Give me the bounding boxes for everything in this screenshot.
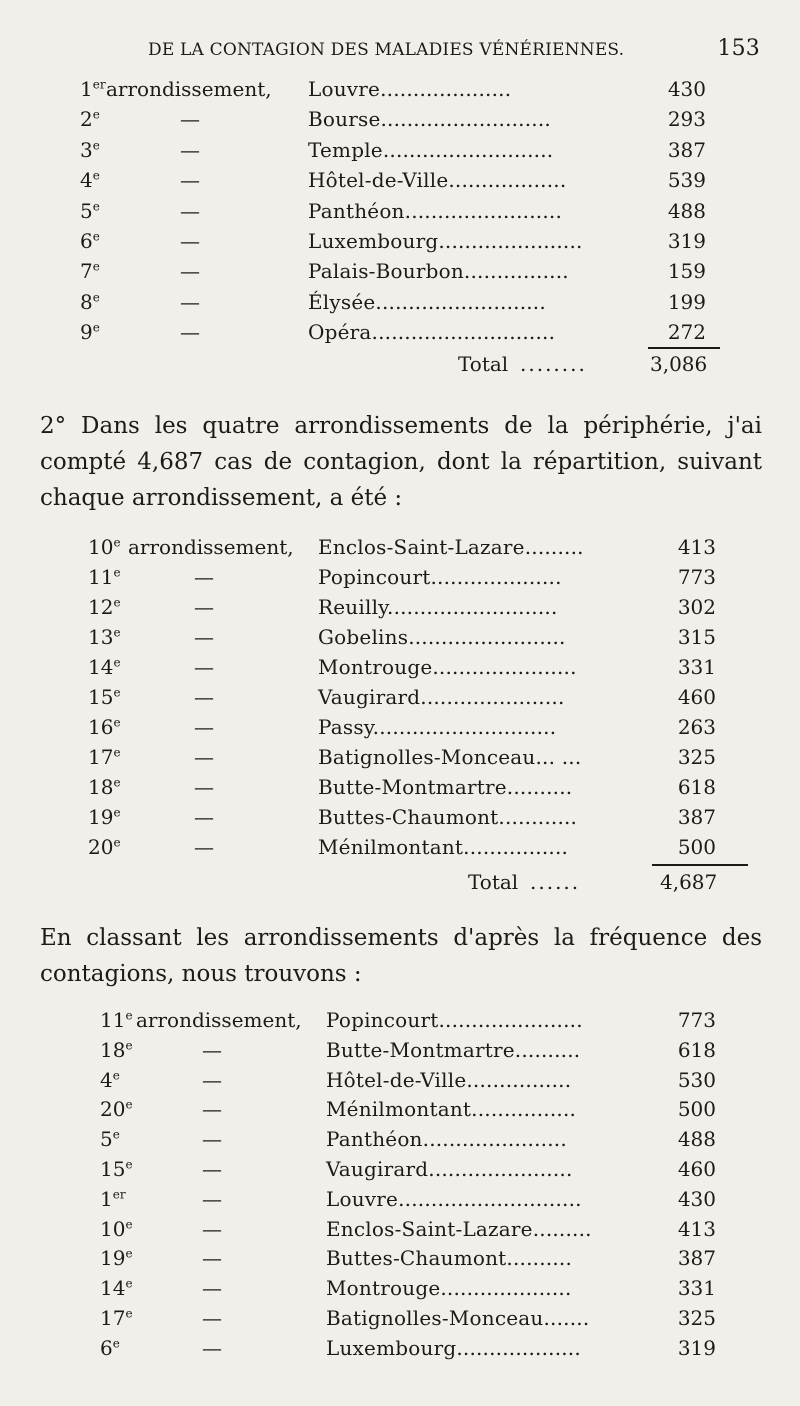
arrondissement-number: 19e <box>100 1246 133 1271</box>
ordinal-suffix: er <box>92 77 106 92</box>
ditto-dash: — <box>180 289 200 314</box>
table-row <box>0 1125 800 1155</box>
case-count: 539 <box>667 168 706 193</box>
district-name: Luxembourg................... <box>326 1335 581 1360</box>
district-name: Passy............................ <box>318 715 557 739</box>
ditto-dash: — <box>194 835 214 859</box>
case-count: 773 <box>677 1008 716 1032</box>
ditto-dash: — <box>202 1246 222 1271</box>
arrondissement-number: 3e <box>80 137 100 162</box>
district-name: Popincourt...................... <box>326 1008 583 1032</box>
ordinal-suffix: e <box>112 1067 120 1082</box>
arrondissement-number: 4e <box>100 1067 120 1092</box>
ordinal-suffix: e <box>92 198 100 213</box>
ordinal-suffix: e <box>113 565 121 580</box>
table-row <box>0 165 800 195</box>
total-dots: ...... <box>530 870 581 894</box>
district-name: Ménilmontant................ <box>326 1097 577 1122</box>
arrondissement-number: 17e <box>100 1305 133 1330</box>
district-name: Montrouge.................... <box>326 1276 572 1301</box>
arrondissement-number: 10e <box>88 535 121 559</box>
ditto-dash: — <box>194 655 214 679</box>
district-name: Batignolles-Monceau....... <box>326 1305 590 1330</box>
table-row <box>0 1036 800 1066</box>
ordinal-suffix: e <box>92 229 100 244</box>
arrondissement-number: 6e <box>80 228 100 253</box>
case-count: 413 <box>677 535 716 559</box>
district-name: Buttes-Chaumont............ <box>318 805 578 829</box>
district-name: Enclos-Saint-Lazare......... <box>318 535 584 559</box>
case-count: 315 <box>677 625 716 649</box>
ditto-dash: — <box>194 625 214 649</box>
case-count: 618 <box>677 1037 716 1062</box>
ditto-dash: — <box>202 1335 222 1360</box>
ordinal-suffix: e <box>125 1008 133 1023</box>
paragraph-ranking: En classant les arrondissements d'après la fréquence des contagions, nous trouvons : <box>40 925 762 987</box>
ditto-dash: — <box>202 1067 222 1092</box>
ordinal-suffix: e <box>113 685 121 700</box>
case-count: 319 <box>667 228 706 253</box>
ditto-dash: — <box>202 1097 222 1122</box>
case-count: 387 <box>677 805 716 829</box>
district-name: Butte-Montmartre.......... <box>318 775 573 799</box>
case-count: 293 <box>667 107 706 132</box>
ordinal-suffix: e <box>125 1038 133 1053</box>
ditto-dash: — <box>202 1305 222 1330</box>
arrondissement-number: 6e <box>100 1335 120 1360</box>
arrondissement-number: 15e <box>88 685 121 709</box>
ditto-dash: — <box>202 1156 222 1181</box>
table-row <box>0 562 800 592</box>
page-number: 153 <box>717 36 760 61</box>
case-count: 773 <box>677 565 716 589</box>
ditto-dash: — <box>180 168 200 193</box>
running-title: DE LA CONTAGION DES MALADIES VÉNÉRIENNES. <box>148 40 625 60</box>
arrondissement-number: 18e <box>100 1037 133 1062</box>
ordinal-suffix: e <box>113 715 121 730</box>
ordinal-suffix: e <box>112 1127 120 1142</box>
total-label: Total <box>468 870 519 894</box>
ordinal-suffix: e <box>113 775 121 790</box>
ditto-dash: — <box>180 320 200 345</box>
ordinal-suffix: e <box>113 835 121 850</box>
total-value: 4,687 <box>660 870 718 894</box>
table-row <box>0 287 800 317</box>
case-count: 530 <box>677 1067 716 1092</box>
ditto-dash: — <box>194 805 214 829</box>
district-name: Louvre............................ <box>326 1186 582 1211</box>
ordinal-suffix: e <box>113 655 121 670</box>
case-count: 272 <box>667 320 706 345</box>
case-count: 325 <box>677 1305 716 1330</box>
ordinal-suffix: e <box>125 1097 133 1112</box>
table-central-arrondissements <box>0 74 800 348</box>
arrondissement-label: arrondissement, <box>128 535 294 559</box>
district-name: Butte-Montmartre.......... <box>326 1037 581 1062</box>
ditto-dash: — <box>202 1216 222 1241</box>
arrondissement-number: 2e <box>80 107 100 132</box>
ordinal-suffix: e <box>92 138 100 153</box>
case-count: 302 <box>677 595 716 619</box>
arrondissement-number: 1er <box>100 1186 126 1211</box>
district-name: Élysée.......................... <box>308 289 546 314</box>
total-dots: ........ <box>520 352 587 376</box>
district-name: Hôtel-de-Ville.................. <box>308 168 567 193</box>
table-row <box>0 104 800 134</box>
case-count: 500 <box>677 1097 716 1122</box>
case-count: 618 <box>677 775 716 799</box>
case-count: 430 <box>667 77 706 101</box>
district-name: Reuilly.......................... <box>318 595 558 619</box>
district-name: Montrouge...................... <box>318 655 577 679</box>
ditto-dash: — <box>180 198 200 223</box>
arrondissement-number: 8e <box>80 289 100 314</box>
arrondissement-number: 11e <box>100 1008 133 1032</box>
ditto-dash: — <box>194 595 214 619</box>
arrondissement-number: 9e <box>80 320 100 345</box>
table-row <box>0 652 800 682</box>
district-name: Vaugirard...................... <box>318 685 565 709</box>
table-row <box>0 532 800 562</box>
ordinal-suffix: e <box>92 320 100 335</box>
table-row <box>0 1066 800 1096</box>
table-row <box>0 1244 800 1274</box>
ordinal-suffix: e <box>125 1246 133 1261</box>
total-value: 3,086 <box>650 352 708 376</box>
table-row <box>0 622 800 652</box>
ordinal-suffix: e <box>125 1216 133 1231</box>
table-row <box>0 742 800 772</box>
table-row <box>0 802 800 832</box>
ditto-dash: — <box>202 1127 222 1152</box>
ditto-dash: — <box>180 137 200 162</box>
case-count: 331 <box>677 655 716 679</box>
ordinal-suffix: e <box>92 168 100 183</box>
ordinal-suffix: e <box>113 805 121 820</box>
ordinal-suffix: e <box>125 1157 133 1172</box>
district-name: Panthéon........................ <box>308 198 563 223</box>
ditto-dash: — <box>180 228 200 253</box>
case-count: 413 <box>677 1216 716 1241</box>
ditto-dash: — <box>202 1186 222 1211</box>
table-row <box>0 1095 800 1125</box>
table-row <box>0 1304 800 1334</box>
arrondissement-number: 20e <box>100 1097 133 1122</box>
district-name: Popincourt.................... <box>318 565 562 589</box>
table-row <box>0 832 800 862</box>
case-count: 387 <box>677 1246 716 1271</box>
table-row <box>0 1185 800 1215</box>
case-count: 460 <box>677 1156 716 1181</box>
case-count: 430 <box>677 1186 716 1211</box>
case-count: 331 <box>677 1276 716 1301</box>
district-name: Opéra............................ <box>308 320 556 345</box>
table-row <box>0 1006 800 1036</box>
table-row <box>0 226 800 256</box>
case-count: 488 <box>667 198 706 223</box>
arrondissement-number: 10e <box>100 1216 133 1241</box>
table1-total <box>0 348 800 380</box>
district-name: Luxembourg...................... <box>308 228 583 253</box>
arrondissement-number: 11e <box>88 565 121 589</box>
ordinal-suffix: e <box>113 595 121 610</box>
arrondissement-number: 14e <box>88 655 121 679</box>
case-count: 159 <box>667 259 706 284</box>
table2-total <box>0 866 800 898</box>
table-row <box>0 772 800 802</box>
arrondissement-number: 17e <box>88 745 121 769</box>
ditto-dash: — <box>180 107 200 132</box>
table-row <box>0 682 800 712</box>
arrondissement-number: 13e <box>88 625 121 649</box>
ditto-dash: — <box>180 259 200 284</box>
arrondissement-number: 20e <box>88 835 121 859</box>
case-count: 199 <box>667 289 706 314</box>
arrondissement-label: arrondissement, <box>106 77 272 101</box>
arrondissement-number: 19e <box>88 805 121 829</box>
district-name: Panthéon...................... <box>326 1127 567 1152</box>
total-row <box>0 866 800 898</box>
ditto-dash: — <box>194 715 214 739</box>
case-count: 325 <box>677 745 716 769</box>
ordinal-suffix: e <box>112 1336 120 1351</box>
ordinal-suffix: e <box>125 1306 133 1321</box>
arrondissement-number: 1er <box>80 77 106 101</box>
district-name: Louvre.................... <box>308 77 512 101</box>
ditto-dash: — <box>194 685 214 709</box>
ditto-dash: — <box>202 1276 222 1301</box>
district-name: Palais-Bourbon................ <box>308 259 569 284</box>
district-name: Temple.......................... <box>308 137 554 162</box>
ordinal-suffix: e <box>113 625 121 640</box>
table-row <box>0 712 800 742</box>
ordinal-suffix: e <box>92 259 100 274</box>
case-count: 460 <box>677 685 716 709</box>
table-row <box>0 135 800 165</box>
total-label: Total <box>458 352 509 376</box>
arrondissement-label: arrondissement, <box>136 1008 302 1032</box>
table-row <box>0 317 800 347</box>
table-row <box>0 1215 800 1245</box>
table-row <box>0 74 800 104</box>
district-name: Vaugirard...................... <box>326 1156 573 1181</box>
case-count: 500 <box>677 835 716 859</box>
table-peripheral-arrondissements <box>0 532 800 862</box>
ordinal-suffix: e <box>113 745 121 760</box>
district-name: Gobelins........................ <box>318 625 566 649</box>
ordinal-suffix: e <box>92 290 100 305</box>
district-name: Batignolles-Monceau... ... <box>318 745 582 769</box>
case-count: 263 <box>677 715 716 739</box>
table-ranking-by-frequency <box>0 1006 800 1364</box>
arrondissement-number: 15e <box>100 1156 133 1181</box>
district-name: Ménilmontant................ <box>318 835 569 859</box>
district-name: Hôtel-de-Ville................ <box>326 1067 572 1092</box>
table-row <box>0 1274 800 1304</box>
table-row <box>0 256 800 286</box>
arrondissement-number: 5e <box>80 198 100 223</box>
district-name: Bourse.......................... <box>308 107 551 132</box>
table-row <box>0 1334 800 1364</box>
case-count: 319 <box>677 1335 716 1360</box>
ordinal-suffix: e <box>125 1276 133 1291</box>
arrondissement-number: 14e <box>100 1276 133 1301</box>
district-name: Buttes-Chaumont.......... <box>326 1246 572 1271</box>
ordinal-suffix: er <box>112 1187 126 1202</box>
arrondissement-number: 18e <box>88 775 121 799</box>
ordinal-suffix: e <box>113 535 121 550</box>
case-count: 488 <box>677 1127 716 1152</box>
arrondissement-number: 5e <box>100 1127 120 1152</box>
ditto-dash: — <box>194 745 214 769</box>
arrondissement-number: 4e <box>80 168 100 193</box>
ordinal-suffix: e <box>92 107 100 122</box>
table-row <box>0 592 800 622</box>
ditto-dash: — <box>202 1037 222 1062</box>
total-row <box>0 348 800 380</box>
arrondissement-number: 7e <box>80 259 100 284</box>
table-row <box>0 1155 800 1185</box>
ditto-dash: — <box>194 775 214 799</box>
arrondissement-number: 16e <box>88 715 121 739</box>
arrondissement-number: 12e <box>88 595 121 619</box>
table-row <box>0 196 800 226</box>
case-count: 387 <box>667 137 706 162</box>
page-header <box>40 36 760 68</box>
ditto-dash: — <box>194 565 214 589</box>
district-name: Enclos-Saint-Lazare......... <box>326 1216 592 1241</box>
paragraph-peripheral: 2° Dans les quatre arrondissements de la périphérie, j'ai compté 4,687 cas de contagion, dont la répartition, suivant chaque arrondissement, a été : <box>40 413 762 511</box>
